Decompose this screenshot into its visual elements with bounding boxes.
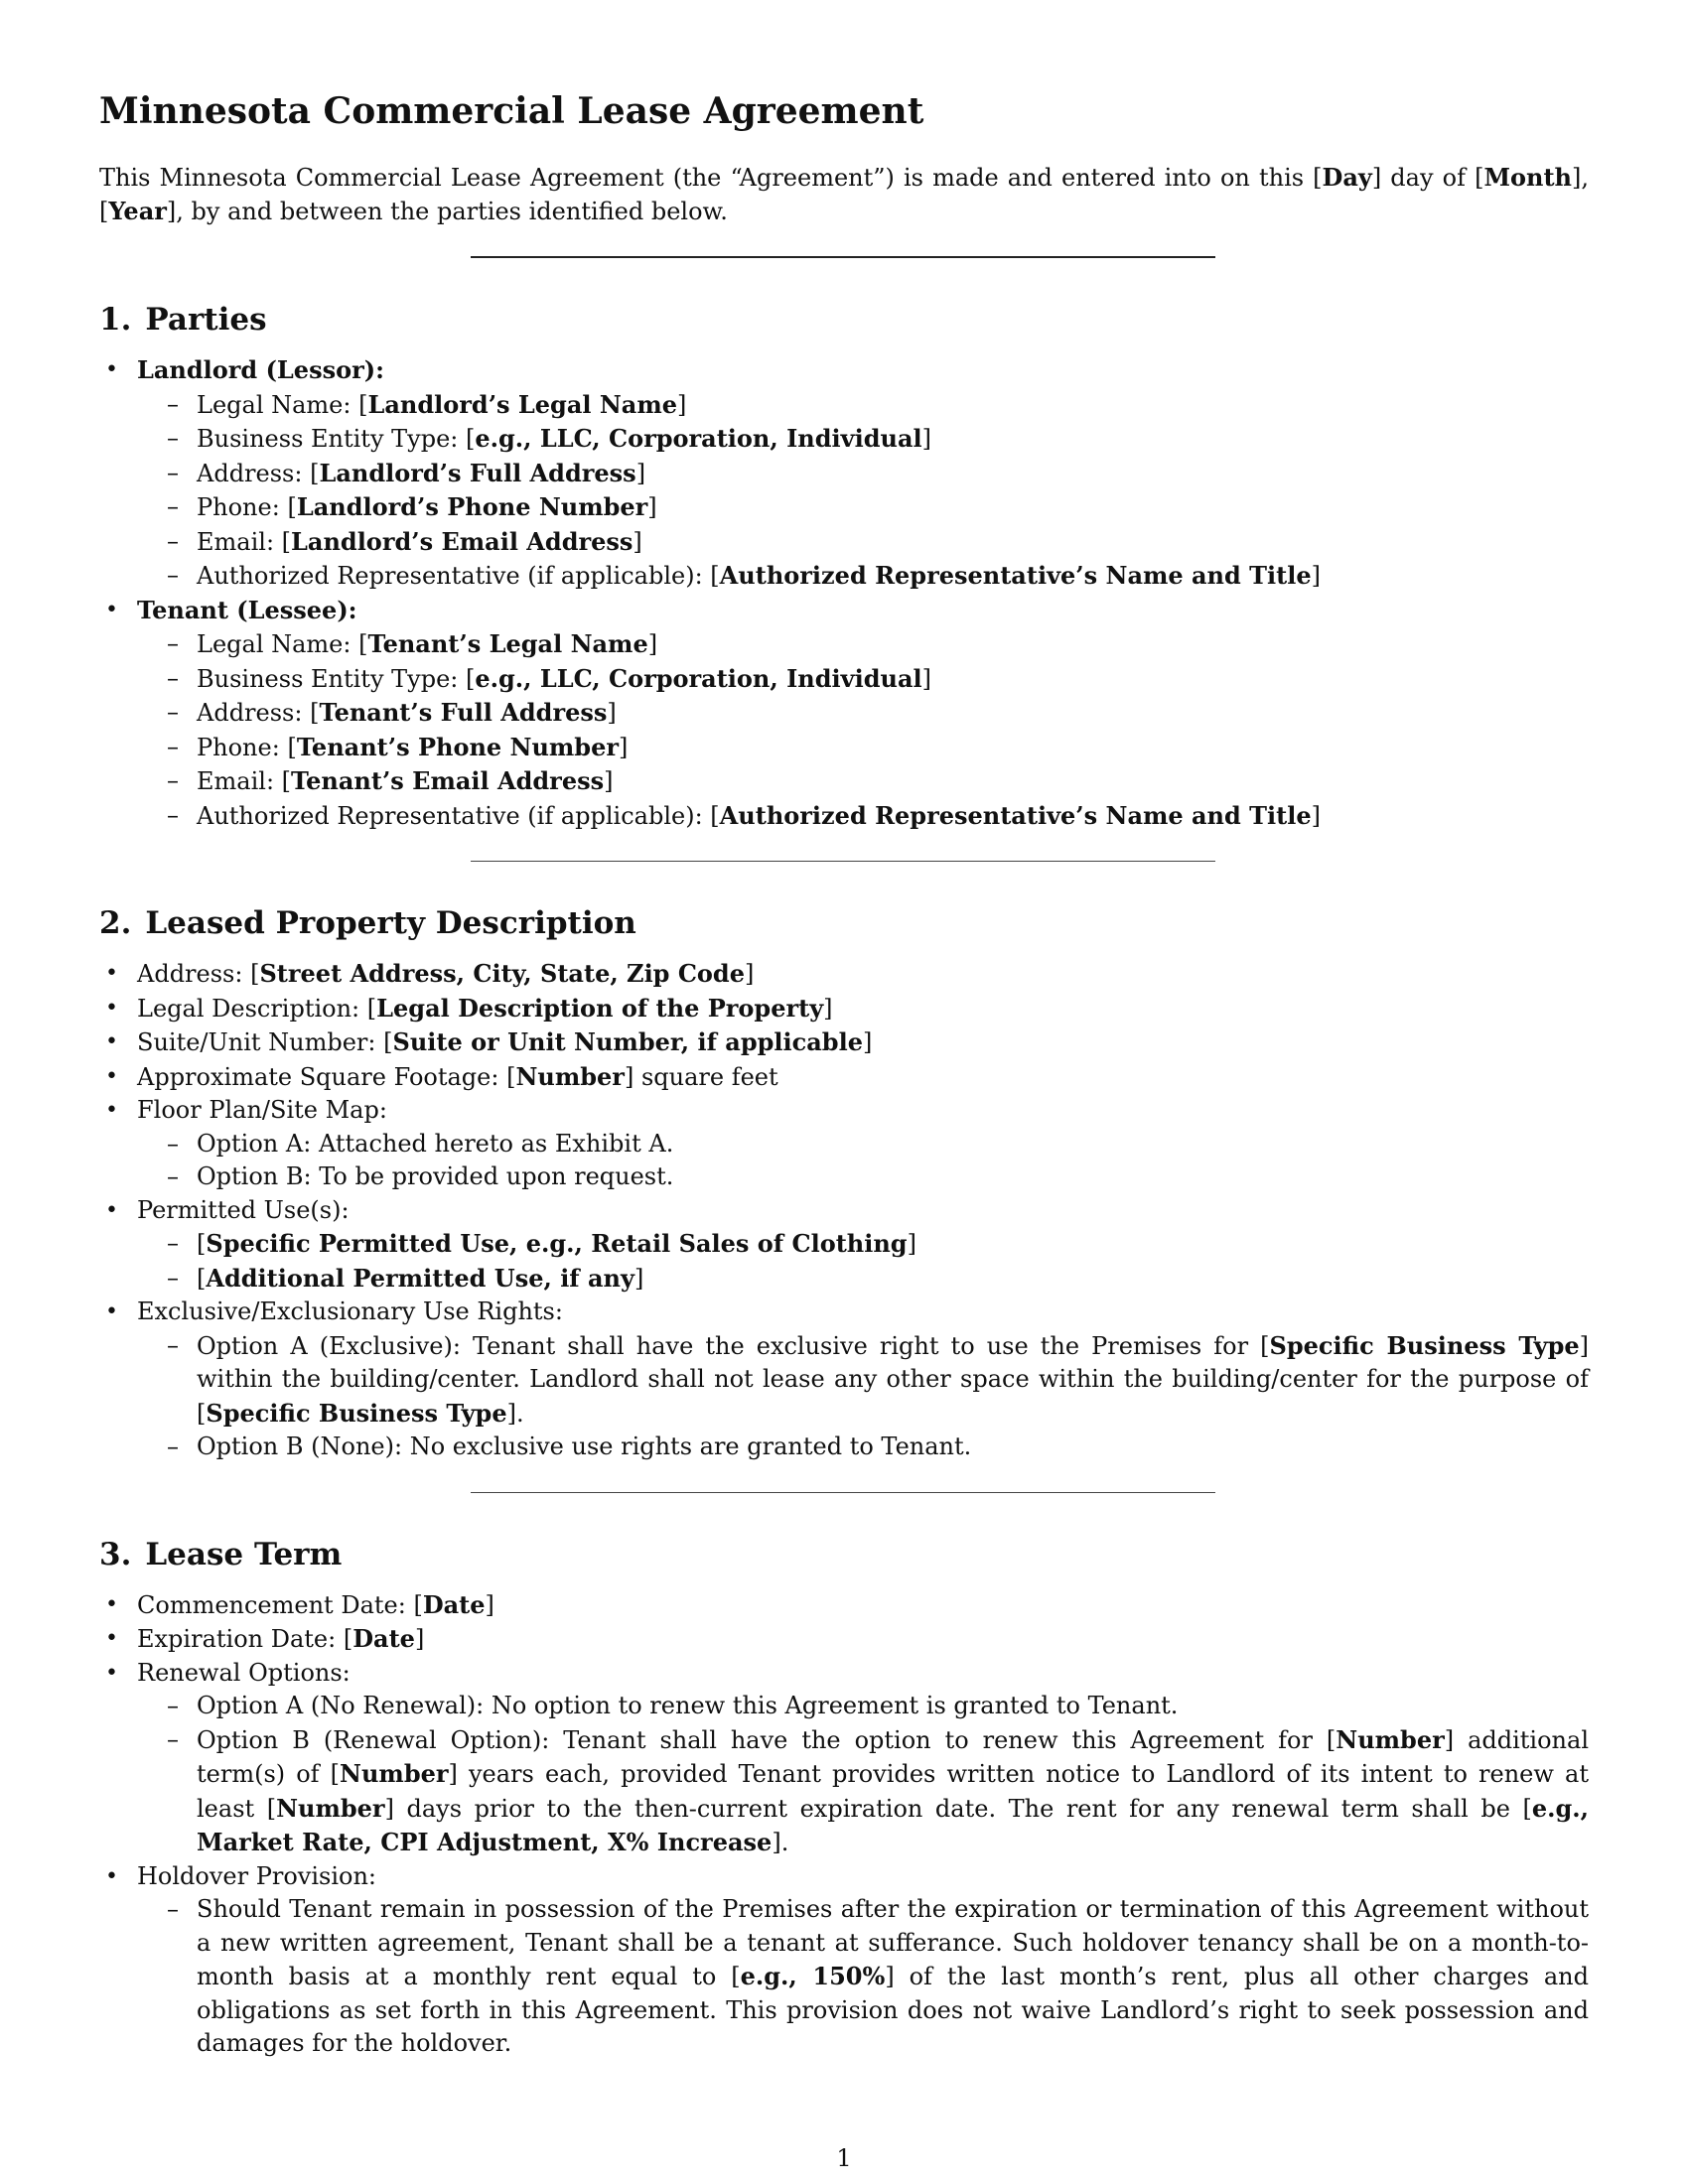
floor-plan-option-a: – Option A: Attached hereto as Exhibit A. [197, 1128, 1589, 1161]
permitted-use-2: – [Additional Permitted Use, if any] [197, 1262, 1589, 1297]
section-divider [471, 256, 1215, 258]
renewal-option-b: – Option B (Renewal Option): Tenant shall have the option to renew this Agreement for [Number] additional term(s) of [Number] years each, provided Tenant provides written notice to Landlord of its intent to renew at least [Number] days prior to the then-current expiration date. The rent for any renewal term shall be [e.g., Market Rate, CPI Adjustment, X% Increase]. [197, 1723, 1589, 1860]
tenant-email: – Email: [Tenant’s Email Address] [197, 764, 1589, 799]
section-divider [471, 861, 1215, 862]
holdover-text: – Should Tenant remain in possession of the Premises after the expiration or termination of this Agreement without a new written agreement, Tenant shall be a tenant at sufferance. Such holdover tenancy shall be on a month-to-month basis at a monthly rent equal to [e.g., 150%] of the last month’s rent, plus all other charges and obligations as set forth in this Agreement. This provision does not waive Landlord’s right to seek possession and damages for the holdover. [197, 1893, 1589, 2061]
landlord-phone: – Phone: [Landlord’s Phone Number] [197, 490, 1589, 525]
document-page [99, 87, 1589, 2061]
section-2-heading: 2. Leased Property Description [99, 905, 636, 941]
tenant-address: – Address: [Tenant’s Full Address] [197, 696, 1589, 731]
lease-term-list [99, 1588, 1589, 2061]
exclusive-option-b: – Option B (None): No exclusive use rights are granted to Tenant. [197, 1431, 1589, 1464]
parties-list [99, 353, 1589, 833]
section-3-heading: 3. Lease Term [99, 1536, 343, 1572]
holdover-provision: • Holdover Provision: – Should Tenant remain in possession of the Premises after the expiration or termination of this Agreement without a new written agreement, Tenant shall be a tenant at sufferance. Such holdover tenancy shall be on a month-to-month basis at a monthly rent equal to [e.g., 150%] of the last month’s rent, plus all other charges and obligations as set forth in this Agreement. This provision does not waive Landlord’s right to seek possession and damages for the holdover. [137, 1860, 1589, 2061]
renewal-option-a: – Option A (No Renewal): No option to renew this Agreement is granted to Tenant. [197, 1690, 1589, 1723]
section-divider [471, 1492, 1215, 1493]
property-address: • Address: [Street Address, City, State, Zip Code] [137, 957, 1589, 992]
property-floor-plan: • Floor Plan/Site Map: – Option A: Attached hereto as Exhibit A. – Option B: To be provided upon request. [137, 1094, 1589, 1194]
exclusive-use-rights: • Exclusive/Exclusionary Use Rights: – Option A (Exclusive): Tenant shall have the exclusive right to use the Premises for [Specific Business Type] within the building/center. Landlord shall not lease any other space within the building/center for the purpose of [Specific Business Type]. – Option B (None): No exclusive use rights are granted to Tenant. [137, 1296, 1589, 1464]
landlord-legal-name: – Legal Name: [Landlord’s Legal Name] [197, 388, 1589, 423]
landlord-representative: – Authorized Representative (if applicable): [Authorized Representative’s Name and Title] [197, 559, 1589, 594]
landlord-address: – Address: [Landlord’s Full Address] [197, 457, 1589, 491]
tenant-entity-type: – Business Entity Type: [e.g., LLC, Corporation, Individual] [197, 662, 1589, 697]
tenant-representative: – Authorized Representative (if applicable): [Authorized Representative’s Name and Title] [197, 799, 1589, 834]
tenant-phone: – Phone: [Tenant’s Phone Number] [197, 731, 1589, 765]
expiration-date: • Expiration Date: [Date] [137, 1622, 1589, 1657]
renewal-options: • Renewal Options: – Option A (No Renewal): No option to renew this Agreement is granted to Tenant. – Option B (Renewal Option): Tenant shall have the option to renew this Agreement for [Number] additional term(s) of [Number] years each, provided Tenant provides written notice to Landlord of its intent to renew at least [Number] days prior to the then-current expiration date. The rent for any renewal term shall be [e.g., Market Rate, CPI Adjustment, X% Increase]. [137, 1657, 1589, 1860]
day-placeholder: Day [1322, 163, 1372, 192]
property-list [99, 957, 1589, 1464]
landlord-entity-type: – Business Entity Type: [e.g., LLC, Corporation, Individual] [197, 422, 1589, 457]
intro-paragraph: This Minnesota Commercial Lease Agreement (the “Agreement”) is made and entered into on this [Day] day of [Month], [Year], by and between the parties identified below. [99, 163, 1590, 225]
property-suite: • Suite/Unit Number: [Suite or Unit Number, if applicable] [137, 1025, 1589, 1060]
landlord-item: • Landlord (Lessor): – Legal Name: [Landlord’s Legal Name] – Business Entity Type: [e.g., LLC, Corporation, Individual] – Address: [Landlord’s Full Address] – Phone: [Landlord’s Phone Number] – Email: [Landlord’s Email Address] – Authorized Representative (if applicable): [Authorized Representative’s Name and Title] [137, 353, 1589, 594]
document-title: Minnesota Commercial Lease Agreement [99, 90, 924, 132]
tenant-legal-name: – Legal Name: [Tenant’s Legal Name] [197, 627, 1589, 662]
month-placeholder: Month [1483, 163, 1572, 192]
property-square-footage: • Approximate Square Footage: [Number] square feet [137, 1060, 1589, 1095]
section-1-heading: 1. Parties [99, 302, 267, 338]
permitted-uses: • Permitted Use(s): – [Specific Permitted Use, e.g., Retail Sales of Clothing] – [Additional Permitted Use, if any] [137, 1194, 1589, 1297]
tenant-item: • Tenant (Lessee): – Legal Name: [Tenant’s Legal Name] – Business Entity Type: [e.g., LLC, Corporation, Individual] – Address: [Tenant’s Full Address] – Phone: [Tenant’s Phone Number] – Email: [Tenant’s Email Address] – Authorized Representative (if applicable): [Authorized Representative’s Name and Title] [137, 594, 1589, 834]
floor-plan-option-b: – Option B: To be provided upon request. [197, 1160, 1589, 1194]
permitted-use-1: – [Specific Permitted Use, e.g., Retail Sales of Clothing] [197, 1227, 1589, 1262]
page-number: 1 [836, 2144, 852, 2172]
property-legal-description: • Legal Description: [Legal Description of the Property] [137, 992, 1589, 1026]
year-placeholder: Year [108, 197, 167, 225]
exclusive-option-a: – Option A (Exclusive): Tenant shall have the exclusive right to use the Premises for [Specific Business Type] within the building/center. Landlord shall not lease any other space within the building/center for the purpose of [Specific Business Type]. [197, 1329, 1589, 1432]
landlord-email: – Email: [Landlord’s Email Address] [197, 525, 1589, 560]
commencement-date: • Commencement Date: [Date] [137, 1588, 1589, 1623]
